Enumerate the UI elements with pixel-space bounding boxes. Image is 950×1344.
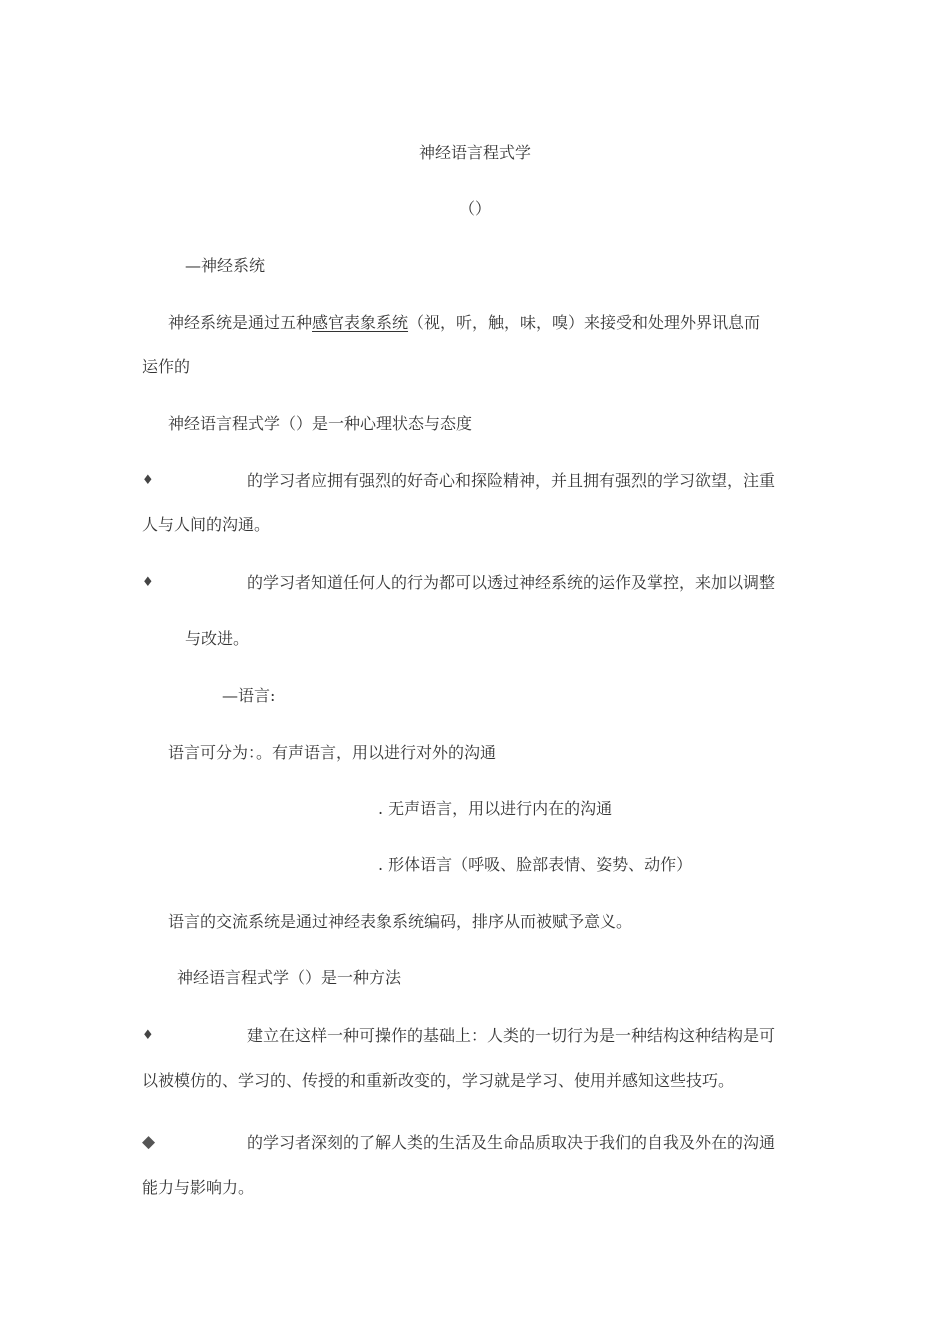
bullet-text: 的学习者应拥有强烈的好奇心和探险精神，并且拥有强烈的学习欲望，注重 <box>247 471 776 490</box>
sensory-system-link[interactable]: 感官表象系统 <box>312 313 409 332</box>
diamond-bullet-icon: ♦ <box>142 575 154 590</box>
language-types-line: 语言可分为：。有声语言，用以进行对外的沟通 <box>168 743 497 762</box>
bullet-text-continuation: 以被模仿的、学习的、传授的和重新改变的，学习就是学习、使用并感知这些技巧。 <box>142 1071 735 1090</box>
language-exchange-paragraph: 语言的交流系统是通过神经表象系统编码，排序从而被赋予意义。 <box>168 912 633 931</box>
bullet-text-continuation: 人与人间的沟通。 <box>142 515 271 534</box>
section-heading-language: —语言: <box>222 686 276 705</box>
bullet-text: 的学习者深刻的了解人类的生活及生命品质取决于我们的自我及外在的沟通 <box>247 1133 776 1152</box>
diamond-bullet-icon: ♦ <box>142 473 154 488</box>
language-types-line: . 形体语言（呼吸、脸部表情、姿势、动作） <box>378 855 693 874</box>
document-subtitle: （） <box>458 199 491 218</box>
diamond-bullet-icon: ♦ <box>142 1028 154 1043</box>
section-heading-nervous-system: —神经系统 <box>185 256 266 275</box>
language-types-line: . 无声语言，用以进行内在的沟通 <box>378 799 613 818</box>
bullet-text: 的学习者知道任何人的行为都可以透过神经系统的运作及掌控，来加以调整 <box>247 573 776 592</box>
bullet-text-continuation: 能力与影响力。 <box>142 1178 255 1197</box>
paragraph-text: 神经系统是通过五种 <box>168 313 313 332</box>
nervous-system-paragraph <box>168 313 760 333</box>
paragraph-continuation: 运作的 <box>142 357 191 376</box>
attitude-heading: 神经语言程式学（）是一种心理状态与态度 <box>168 414 473 433</box>
bullet-text-continuation: 与改进。 <box>185 629 250 648</box>
diamond-bullet-icon: ◆ <box>142 1132 156 1152</box>
method-heading: 神经语言程式学（）是一种方法 <box>177 968 402 987</box>
document-title: 神经语言程式学 <box>418 143 531 162</box>
bullet-text: 建立在这样一种可操作的基础上：人类的一切行为是一种结构这种结构是可 <box>247 1026 776 1045</box>
paragraph-text: （视，听，触，味，嗅）来接受和处理外界讯息而 <box>408 313 761 332</box>
